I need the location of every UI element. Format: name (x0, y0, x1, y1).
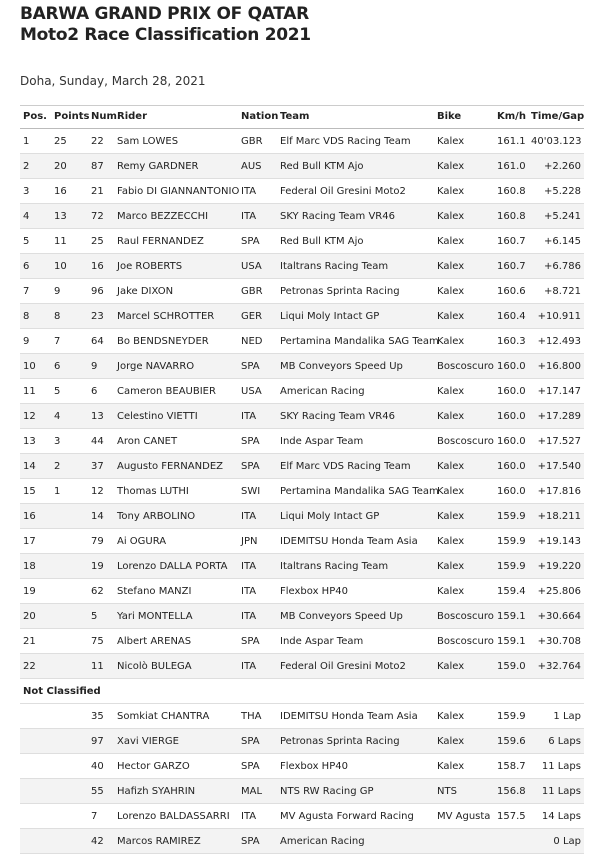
cell-time-gap: +30.664 (528, 604, 584, 629)
cell-num: 62 (88, 579, 114, 604)
cell-points: 13 (51, 204, 88, 229)
cell-points: 11 (51, 229, 88, 254)
cell-rider: Albert ARENAS (114, 629, 238, 654)
cell-time-gap: +8.721 (528, 279, 584, 304)
cell-kmh (494, 829, 528, 854)
cell-pos: 8 (20, 304, 51, 329)
cell-nation: THA (238, 704, 277, 729)
cell-kmh: 160.3 (494, 329, 528, 354)
cell-bike: Kalex (434, 304, 494, 329)
cell-num: 37 (88, 454, 114, 479)
cell-points (51, 704, 88, 729)
cell-num: 14 (88, 504, 114, 529)
cell-nation: GER (238, 304, 277, 329)
cell-bike: Kalex (434, 504, 494, 529)
cell-bike: Kalex (434, 279, 494, 304)
cell-points: 4 (51, 404, 88, 429)
not-classified-label: Not Classified (20, 679, 584, 704)
cell-kmh: 160.0 (494, 454, 528, 479)
cell-team: Flexbox HP40 (277, 754, 434, 779)
cell-time-gap: +17.147 (528, 379, 584, 404)
cell-num: 21 (88, 179, 114, 204)
cell-points: 25 (51, 129, 88, 154)
cell-pos: 18 (20, 554, 51, 579)
table-row (20, 154, 584, 179)
table-row (20, 379, 584, 404)
table-row (20, 254, 584, 279)
cell-kmh: 159.1 (494, 604, 528, 629)
cell-nation: ITA (238, 554, 277, 579)
col-team: Team (277, 105, 434, 129)
cell-kmh: 159.4 (494, 579, 528, 604)
cell-rider: Jake DIXON (114, 279, 238, 304)
cell-points (51, 579, 88, 604)
cell-num: 72 (88, 204, 114, 229)
cell-points: 3 (51, 429, 88, 454)
cell-pos: 1 (20, 129, 51, 154)
cell-time-gap: +19.143 (528, 529, 584, 554)
cell-num: 35 (88, 704, 114, 729)
cell-kmh: 160.7 (494, 254, 528, 279)
cell-pos: 19 (20, 579, 51, 604)
table-row (20, 529, 584, 554)
cell-rider: Augusto FERNANDEZ (114, 454, 238, 479)
cell-nation: USA (238, 379, 277, 404)
cell-num: 5 (88, 604, 114, 629)
cell-pos: 3 (20, 179, 51, 204)
cell-nation: SPA (238, 229, 277, 254)
table-row (20, 804, 584, 829)
table-row (20, 204, 584, 229)
cell-points (51, 654, 88, 679)
cell-bike: Kalex (434, 379, 494, 404)
cell-num: 97 (88, 729, 114, 754)
cell-rider: Celestino VIETTI (114, 404, 238, 429)
cell-time-gap: +19.220 (528, 554, 584, 579)
cell-pos: 9 (20, 329, 51, 354)
cell-team: Inde Aspar Team (277, 629, 434, 654)
cell-points: 6 (51, 354, 88, 379)
cell-time-gap: +30.708 (528, 629, 584, 654)
cell-points: 20 (51, 154, 88, 179)
cell-time-gap: +6.145 (528, 229, 584, 254)
cell-num: 7 (88, 804, 114, 829)
cell-pos: 13 (20, 429, 51, 454)
col-nation: Nation (238, 105, 277, 129)
cell-team: Inde Aspar Team (277, 429, 434, 454)
cell-points (51, 804, 88, 829)
cell-time-gap: 14 Laps (528, 804, 584, 829)
cell-time-gap: +10.911 (528, 304, 584, 329)
table-row (20, 179, 584, 204)
cell-nation: SPA (238, 354, 277, 379)
cell-nation: SPA (238, 429, 277, 454)
cell-kmh: 159.0 (494, 654, 528, 679)
cell-team: Elf Marc VDS Racing Team (277, 454, 434, 479)
cell-team: Pertamina Mandalika SAG Team (277, 479, 434, 504)
cell-pos: 21 (20, 629, 51, 654)
cell-bike: Boscoscuro (434, 354, 494, 379)
cell-rider: Lorenzo DALLA PORTA (114, 554, 238, 579)
cell-time-gap: +5.241 (528, 204, 584, 229)
cell-pos (20, 779, 51, 804)
cell-time-gap: +17.527 (528, 429, 584, 454)
cell-time-gap: 0 Lap (528, 829, 584, 854)
cell-time-gap: +17.540 (528, 454, 584, 479)
cell-pos: 15 (20, 479, 51, 504)
cell-pos (20, 804, 51, 829)
cell-kmh: 160.0 (494, 379, 528, 404)
cell-rider: Tony ARBOLINO (114, 504, 238, 529)
cell-team: Liqui Moly Intact GP (277, 504, 434, 529)
cell-time-gap: 40'03.123 (528, 129, 584, 154)
cell-num: 42 (88, 829, 114, 854)
results-table (20, 105, 584, 854)
results-body (20, 129, 584, 854)
cell-kmh: 159.9 (494, 504, 528, 529)
cell-rider: Bo BENDSNEYDER (114, 329, 238, 354)
table-row (20, 829, 584, 854)
cell-time-gap: 1 Lap (528, 704, 584, 729)
cell-rider: Remy GARDNER (114, 154, 238, 179)
cell-time-gap: +6.786 (528, 254, 584, 279)
cell-num: 79 (88, 529, 114, 554)
table-row (20, 129, 584, 154)
cell-bike: Kalex (434, 404, 494, 429)
cell-kmh: 158.7 (494, 754, 528, 779)
cell-rider: Marcos RAMIREZ (114, 829, 238, 854)
cell-points (51, 604, 88, 629)
cell-team: American Racing (277, 379, 434, 404)
cell-rider: Joe ROBERTS (114, 254, 238, 279)
cell-team: Flexbox HP40 (277, 579, 434, 604)
cell-pos: 17 (20, 529, 51, 554)
cell-num: 22 (88, 129, 114, 154)
cell-nation: SWI (238, 479, 277, 504)
cell-kmh: 161.0 (494, 154, 528, 179)
cell-bike: Kalex (434, 154, 494, 179)
cell-points (51, 529, 88, 554)
cell-rider: Hector GARZO (114, 754, 238, 779)
cell-num: 19 (88, 554, 114, 579)
cell-rider: Raul FERNANDEZ (114, 229, 238, 254)
cell-num: 44 (88, 429, 114, 454)
cell-bike: Boscoscuro (434, 629, 494, 654)
cell-points: 9 (51, 279, 88, 304)
header-row (20, 105, 584, 129)
cell-team: American Racing (277, 829, 434, 854)
cell-nation: SPA (238, 754, 277, 779)
cell-rider: Yari MONTELLA (114, 604, 238, 629)
table-row (20, 279, 584, 304)
cell-pos: 4 (20, 204, 51, 229)
cell-bike: Kalex (434, 179, 494, 204)
event-date: Doha, Sunday, March 28, 2021 (20, 74, 206, 88)
cell-team: Pertamina Mandalika SAG Team (277, 329, 434, 354)
cell-num: 96 (88, 279, 114, 304)
cell-kmh: 160.8 (494, 204, 528, 229)
cell-time-gap: +32.764 (528, 654, 584, 679)
cell-num: 11 (88, 654, 114, 679)
cell-time-gap: +18.211 (528, 504, 584, 529)
cell-team: Red Bull KTM Ajo (277, 229, 434, 254)
cell-time-gap: +5.228 (528, 179, 584, 204)
cell-points (51, 729, 88, 754)
table-row (20, 754, 584, 779)
cell-rider: Jorge NAVARRO (114, 354, 238, 379)
cell-team: MB Conveyors Speed Up (277, 354, 434, 379)
cell-kmh: 157.5 (494, 804, 528, 829)
cell-bike: Kalex (434, 204, 494, 229)
cell-points: 16 (51, 179, 88, 204)
cell-pos: 7 (20, 279, 51, 304)
cell-num: 55 (88, 779, 114, 804)
cell-rider: Sam LOWES (114, 129, 238, 154)
classification-title: Moto2 Race Classification 2021 (20, 25, 311, 45)
cell-pos: 11 (20, 379, 51, 404)
table-row (20, 554, 584, 579)
cell-kmh: 160.0 (494, 404, 528, 429)
cell-bike: Kalex (434, 579, 494, 604)
event-title: BARWA GRAND PRIX OF QATAR (20, 4, 309, 24)
cell-nation: GBR (238, 129, 277, 154)
cell-num: 75 (88, 629, 114, 654)
cell-nation: ITA (238, 404, 277, 429)
cell-bike: NTS (434, 779, 494, 804)
cell-time-gap: +17.289 (528, 404, 584, 429)
cell-team: Petronas Sprinta Racing (277, 279, 434, 304)
table-row (20, 604, 584, 629)
cell-bike: Kalex (434, 479, 494, 504)
cell-nation: SPA (238, 454, 277, 479)
table-row (20, 504, 584, 529)
cell-points (51, 754, 88, 779)
table-row (20, 329, 584, 354)
cell-rider: Fabio DI GIANNANTONIO (114, 179, 238, 204)
cell-rider: Cameron BEAUBIER (114, 379, 238, 404)
cell-points: 8 (51, 304, 88, 329)
cell-nation: SPA (238, 729, 277, 754)
cell-team: IDEMITSU Honda Team Asia (277, 704, 434, 729)
not-classified-row (20, 679, 584, 704)
cell-kmh: 159.9 (494, 554, 528, 579)
cell-kmh: 160.6 (494, 279, 528, 304)
cell-kmh: 156.8 (494, 779, 528, 804)
cell-team: Liqui Moly Intact GP (277, 304, 434, 329)
cell-bike: Kalex (434, 654, 494, 679)
cell-bike: Kalex (434, 329, 494, 354)
cell-team: Federal Oil Gresini Moto2 (277, 179, 434, 204)
cell-pos (20, 729, 51, 754)
col-num: Num. (88, 105, 114, 129)
cell-time-gap: 11 Laps (528, 779, 584, 804)
cell-rider: Ai OGURA (114, 529, 238, 554)
cell-time-gap: 6 Laps (528, 729, 584, 754)
table-row (20, 429, 584, 454)
cell-num: 13 (88, 404, 114, 429)
cell-rider: Aron CANET (114, 429, 238, 454)
cell-pos: 22 (20, 654, 51, 679)
cell-kmh: 159.9 (494, 704, 528, 729)
table-row (20, 454, 584, 479)
table-row (20, 479, 584, 504)
cell-kmh: 161.1 (494, 129, 528, 154)
cell-rider: Somkiat CHANTRA (114, 704, 238, 729)
cell-num: 64 (88, 329, 114, 354)
cell-points (51, 829, 88, 854)
cell-num: 16 (88, 254, 114, 279)
cell-rider: Marco BEZZECCHI (114, 204, 238, 229)
col-pos: Pos. (20, 105, 51, 129)
cell-kmh: 159.9 (494, 529, 528, 554)
cell-rider: Hafizh SYAHRIN (114, 779, 238, 804)
cell-points (51, 554, 88, 579)
cell-nation: USA (238, 254, 277, 279)
cell-time-gap: +12.493 (528, 329, 584, 354)
cell-nation: ITA (238, 604, 277, 629)
cell-pos: 20 (20, 604, 51, 629)
cell-rider: Marcel SCHROTTER (114, 304, 238, 329)
cell-pos: 12 (20, 404, 51, 429)
cell-points (51, 629, 88, 654)
col-bike: Bike (434, 105, 494, 129)
cell-bike (434, 829, 494, 854)
table-row (20, 729, 584, 754)
cell-time-gap: +17.816 (528, 479, 584, 504)
cell-pos: 10 (20, 354, 51, 379)
table-row (20, 229, 584, 254)
cell-num: 6 (88, 379, 114, 404)
cell-time-gap: +16.800 (528, 354, 584, 379)
cell-rider: Lorenzo BALDASSARRI (114, 804, 238, 829)
cell-points: 1 (51, 479, 88, 504)
cell-time-gap: +2.260 (528, 154, 584, 179)
cell-bike: Boscoscuro (434, 604, 494, 629)
cell-nation: JPN (238, 529, 277, 554)
cell-bike: Boscoscuro (434, 429, 494, 454)
table-row (20, 704, 584, 729)
cell-pos: 6 (20, 254, 51, 279)
cell-pos: 14 (20, 454, 51, 479)
cell-kmh: 160.4 (494, 304, 528, 329)
col-kmh: Km/h (494, 105, 528, 129)
cell-bike: MV Agusta (434, 804, 494, 829)
cell-nation: ITA (238, 579, 277, 604)
cell-points: 5 (51, 379, 88, 404)
cell-team: SKY Racing Team VR46 (277, 204, 434, 229)
cell-num: 12 (88, 479, 114, 504)
cell-nation: SPA (238, 629, 277, 654)
cell-pos: 5 (20, 229, 51, 254)
table-row (20, 304, 584, 329)
cell-team: Italtrans Racing Team (277, 254, 434, 279)
table-row (20, 654, 584, 679)
cell-bike: Kalex (434, 254, 494, 279)
cell-time-gap: +25.806 (528, 579, 584, 604)
cell-points: 7 (51, 329, 88, 354)
cell-team: Italtrans Racing Team (277, 554, 434, 579)
cell-kmh: 160.8 (494, 179, 528, 204)
cell-pos: 2 (20, 154, 51, 179)
cell-num: 87 (88, 154, 114, 179)
cell-team: Federal Oil Gresini Moto2 (277, 654, 434, 679)
cell-bike: Kalex (434, 554, 494, 579)
cell-time-gap: 11 Laps (528, 754, 584, 779)
table-row (20, 579, 584, 604)
col-points: Points (51, 105, 88, 129)
table-row (20, 354, 584, 379)
cell-team: Elf Marc VDS Racing Team (277, 129, 434, 154)
cell-nation: ITA (238, 804, 277, 829)
col-time-gap: Time/Gap (528, 105, 584, 129)
cell-kmh: 159.6 (494, 729, 528, 754)
cell-bike: Kalex (434, 454, 494, 479)
cell-rider: Nicolò BULEGA (114, 654, 238, 679)
cell-bike: Kalex (434, 704, 494, 729)
col-rider: Rider (114, 105, 238, 129)
cell-bike: Kalex (434, 129, 494, 154)
cell-team: IDEMITSU Honda Team Asia (277, 529, 434, 554)
cell-points: 2 (51, 454, 88, 479)
cell-pos (20, 704, 51, 729)
table-row (20, 404, 584, 429)
cell-nation: SPA (238, 829, 277, 854)
cell-pos (20, 754, 51, 779)
cell-nation: AUS (238, 154, 277, 179)
cell-points (51, 779, 88, 804)
cell-nation: ITA (238, 504, 277, 529)
cell-nation: ITA (238, 204, 277, 229)
cell-num: 9 (88, 354, 114, 379)
cell-team: Petronas Sprinta Racing (277, 729, 434, 754)
cell-nation: GBR (238, 279, 277, 304)
cell-nation: MAL (238, 779, 277, 804)
cell-kmh: 160.7 (494, 229, 528, 254)
cell-bike: Kalex (434, 754, 494, 779)
cell-kmh: 160.0 (494, 354, 528, 379)
cell-team: SKY Racing Team VR46 (277, 404, 434, 429)
table-row (20, 779, 584, 804)
cell-num: 40 (88, 754, 114, 779)
cell-kmh: 159.1 (494, 629, 528, 654)
cell-nation: NED (238, 329, 277, 354)
cell-rider: Xavi VIERGE (114, 729, 238, 754)
cell-kmh: 160.0 (494, 429, 528, 454)
cell-rider: Stefano MANZI (114, 579, 238, 604)
cell-rider: Thomas LUTHI (114, 479, 238, 504)
cell-team: NTS RW Racing GP (277, 779, 434, 804)
cell-nation: ITA (238, 179, 277, 204)
cell-pos (20, 829, 51, 854)
cell-points: 10 (51, 254, 88, 279)
cell-nation: ITA (238, 654, 277, 679)
table-row (20, 629, 584, 654)
cell-team: MB Conveyors Speed Up (277, 604, 434, 629)
cell-bike: Kalex (434, 229, 494, 254)
cell-kmh: 160.0 (494, 479, 528, 504)
cell-bike: Kalex (434, 729, 494, 754)
cell-team: Red Bull KTM Ajo (277, 154, 434, 179)
cell-num: 25 (88, 229, 114, 254)
cell-points (51, 504, 88, 529)
cell-pos: 16 (20, 504, 51, 529)
cell-num: 23 (88, 304, 114, 329)
cell-team: MV Agusta Forward Racing (277, 804, 434, 829)
cell-bike: Kalex (434, 529, 494, 554)
